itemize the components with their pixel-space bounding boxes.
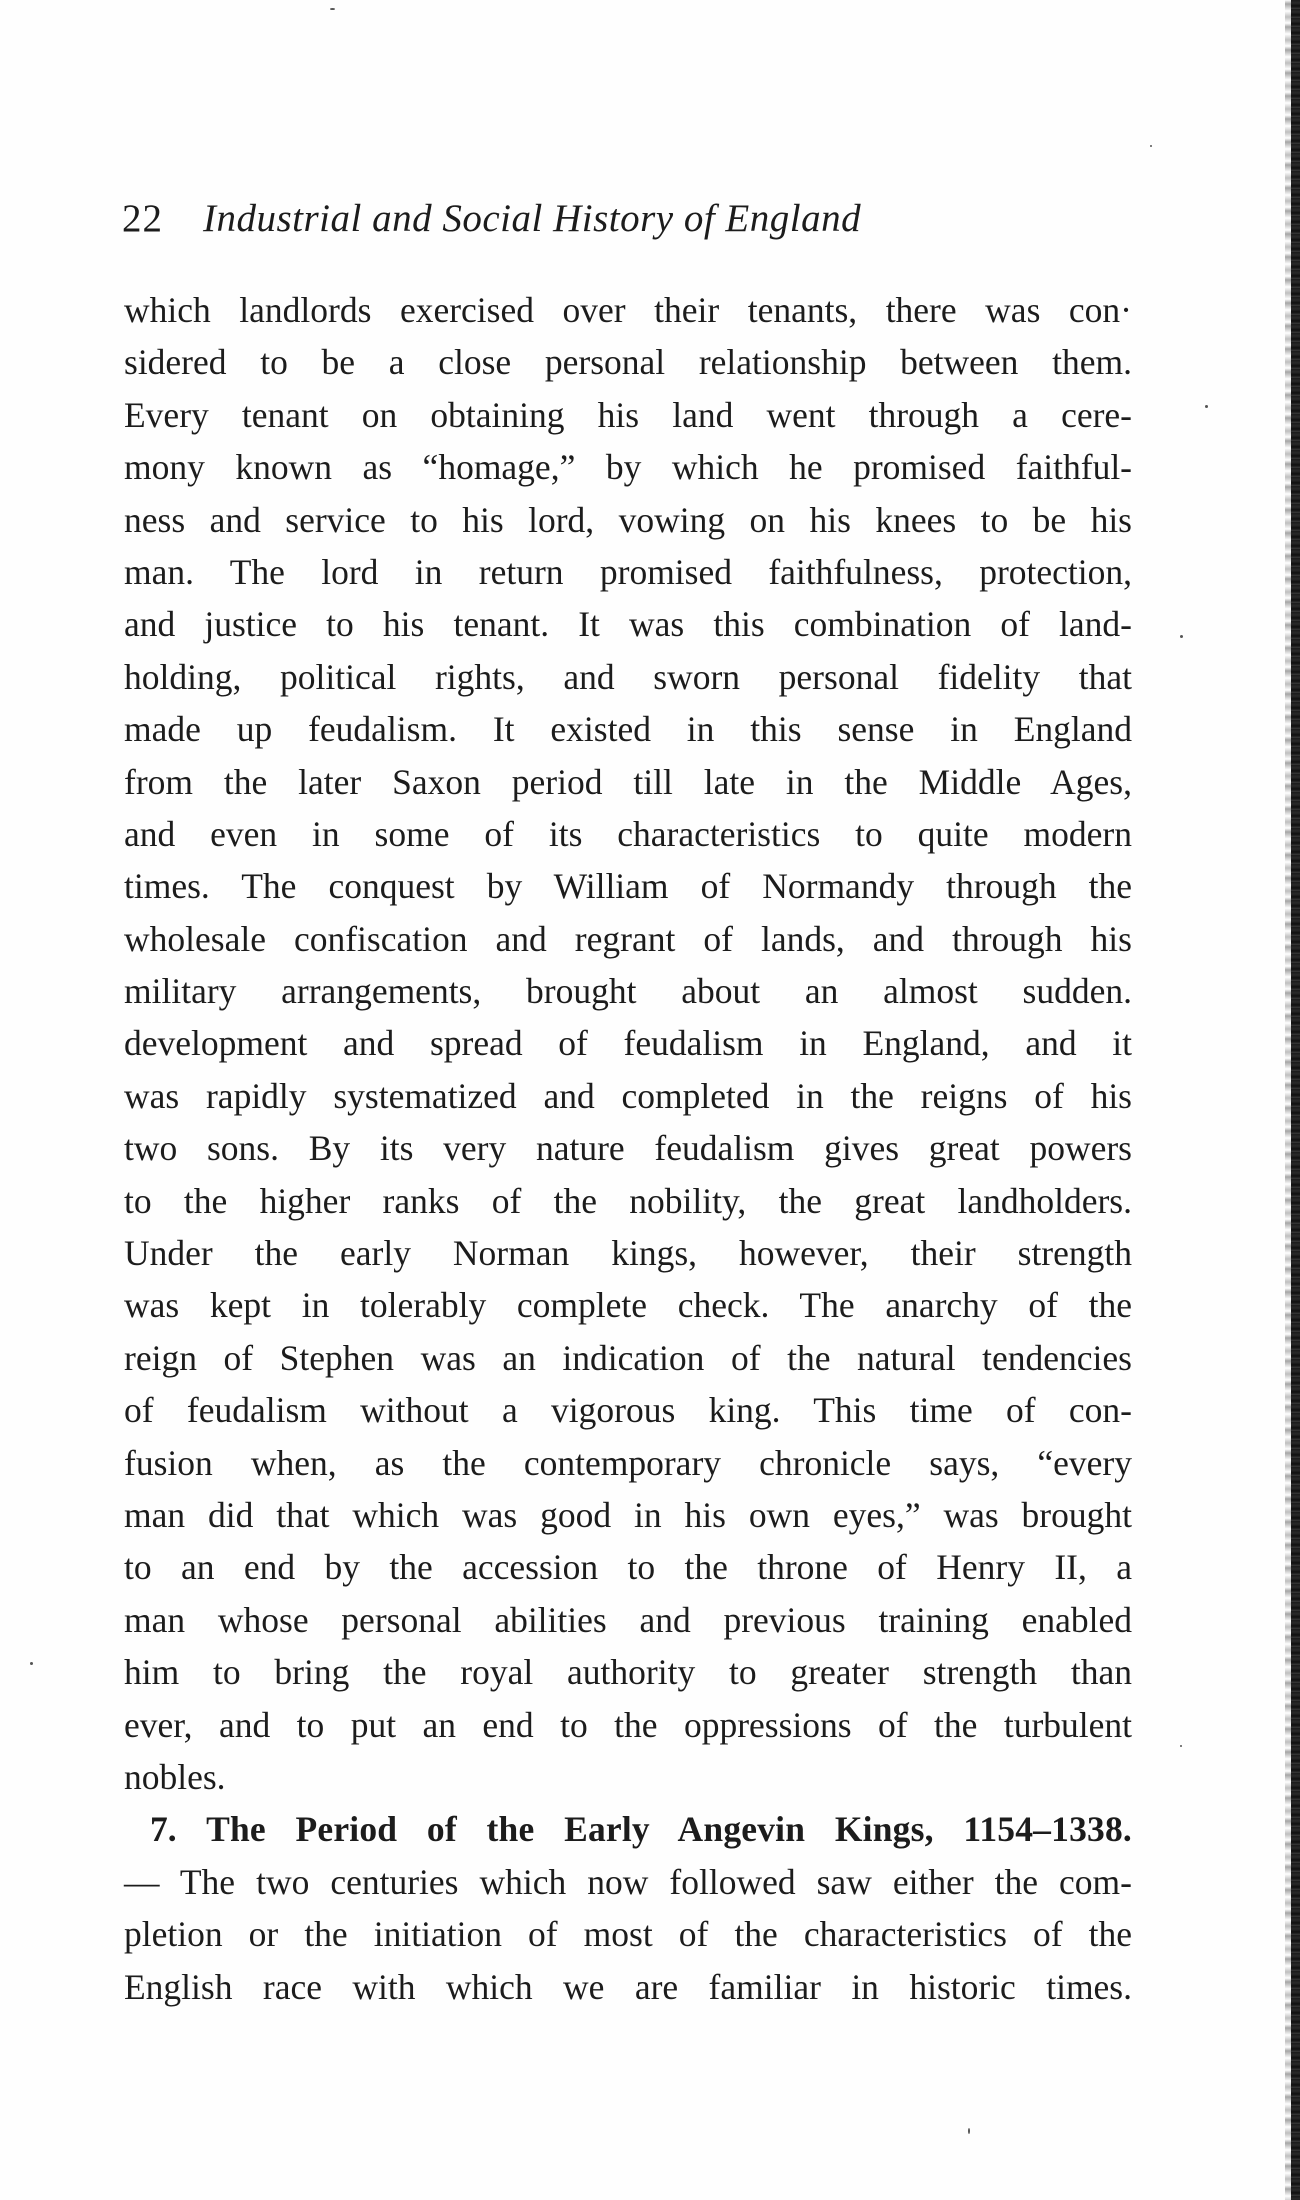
text-line: military arrangements, brought about an almost sudden.: [124, 971, 1132, 1012]
scan-speck: [330, 8, 335, 10]
scan-speck: [1180, 635, 1183, 638]
text-line: made up feudalism. It existed in this sense in England: [124, 709, 1132, 750]
binding-edge-shadow: [1285, 0, 1291, 2200]
scan-speck: [968, 2128, 970, 2134]
text-line: from the later Saxon period till late in the Middle Ages,: [124, 761, 1132, 802]
binding-edge: [1291, 0, 1300, 2200]
text-line: two sons. By its very nature feudalism gives great powers: [124, 1128, 1132, 1169]
text-line: holding, political rights, and sworn personal fidelity that: [124, 656, 1132, 697]
scan-speck: [30, 1662, 33, 1665]
text-line: reign of Stephen was an indication of the natural tendencies: [124, 1337, 1132, 1378]
text-line: nobles.: [124, 1756, 226, 1797]
section-7: [124, 1803, 1132, 2013]
scan-speck: [1150, 145, 1152, 147]
section-heading: [124, 1803, 1132, 1855]
section-title: The Period of the Early Angevin Kings, 1154–1338.: [206, 1809, 1133, 1850]
text-line: was rapidly systematized and completed in the reigns of his: [124, 1075, 1132, 1116]
text-line: and even in some of its characteristics to quite modern: [124, 813, 1132, 854]
scan-speck: [1180, 1745, 1182, 1747]
text-line: which landlords exercised over their tenants, there was con·: [124, 290, 1132, 330]
text-line: English race with which we are familiar in historic times.: [124, 1966, 1132, 2007]
text-line: — The two centuries which now followed saw either the com-: [124, 1861, 1132, 1902]
text-line: ever, and to put an end to the oppressions of the turbulent: [124, 1704, 1132, 1745]
page-number: 22: [122, 197, 163, 240]
text-line: man whose personal abilities and previous training enabled: [124, 1599, 1132, 1640]
text-line: and justice to his tenant. It was this combination of land-: [124, 604, 1132, 645]
text-line: to an end by the accession to the throne of Henry II, a: [124, 1547, 1132, 1588]
text-line: sidered to be a close personal relationship between them.: [124, 342, 1132, 383]
running-title: Industrial and Social History of England: [203, 197, 862, 240]
text-line: fusion when, as the contemporary chronicle says, “every: [124, 1442, 1132, 1483]
text-line: Every tenant on obtaining his land went through a cere-: [124, 394, 1132, 435]
text-line: development and spread of feudalism in England, and it: [124, 1023, 1132, 1064]
paragraph: [124, 284, 1132, 1803]
text-line: was kept in tolerably complete check. The anarchy of the: [124, 1285, 1132, 1326]
page-header: [122, 196, 1132, 256]
section-number: 7.: [150, 1809, 177, 1850]
text-line: Under the early Norman kings, however, their strength: [124, 1233, 1132, 1274]
text-line: wholesale confiscation and regrant of lands, and through his: [124, 918, 1132, 959]
scan-speck: [1205, 405, 1208, 408]
text-line: to the higher ranks of the nobility, the great landholders.: [124, 1180, 1132, 1221]
text-line: him to bring the royal authority to greater strength than: [124, 1652, 1132, 1693]
text-line: times. The conquest by William of Normandy through the: [124, 866, 1132, 907]
text-line: mony known as “homage,” by which he promised faithful-: [124, 447, 1132, 488]
text-line: man did that which was good in his own eyes,” was brought: [124, 1494, 1132, 1535]
text-line: ness and service to his lord, vowing on his knees to be his: [124, 499, 1132, 540]
body-text: [124, 284, 1132, 2013]
text-line: of feudalism without a vigorous king. This time of con-: [124, 1390, 1132, 1431]
text-line: man. The lord in return promised faithfulness, protection,: [124, 551, 1132, 592]
text-line: pletion or the initiation of most of the characteristics of the: [124, 1914, 1132, 1955]
